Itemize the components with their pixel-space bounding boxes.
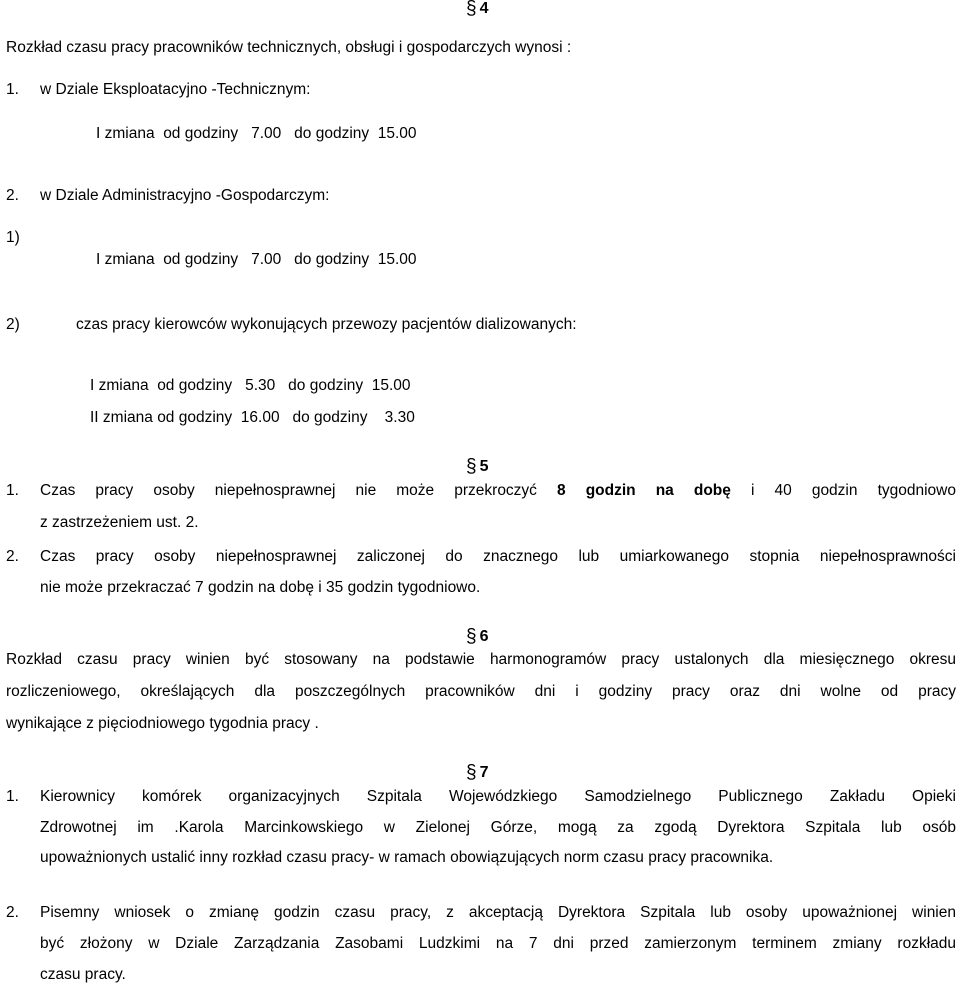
section-heading-4 [466,0,488,20]
paragraph-line: Zdrowotnej im .Karola Marcinkowskiego w Zielonej Górze, mogą za zgodą Dyrektora Szpitala lub osób [40,819,956,836]
shift-hours: I zmiana od godziny 7.00 do godziny 15.00 [96,125,417,142]
paragraph-line: być złożony w Dziale Zarządzania Zasobami Ludzkimi na 7 dni przed zamierzonym terminem zmiany rozkładu [40,935,956,952]
list-item-text: w Dziale Eksploatacyjno -Technicznym: [40,81,311,98]
section-number: 5 [479,458,489,475]
paragraph-line: Kierownicy komórek organizacyjnych Szpitala Wojewódzkiego Samodzielnego Publicznego Zakładu Opieki [40,788,956,805]
section-heading-6 [466,626,488,648]
sub-list-text: czas pracy kierowców wykonujących przewozy pacjentów dializowanych: [76,316,577,333]
list-number: 1. [6,482,19,499]
sub-list-number: 2) [6,316,20,333]
sub-list-number: 1) [6,229,20,246]
list-number: 1. [6,788,19,805]
section-heading-7 [466,762,488,784]
shift-hours: I zmiana od godziny 7.00 do godziny 15.00 [96,251,417,268]
emphasis-text: 8 godzin na dobę [557,482,731,499]
paragraph-intro: Rozkład czasu pracy pracowników technicznych, obsługi i gospodarczych wynosi : [6,39,572,56]
paragraph-line: Pisemny wniosek o zmianę godzin czasu pracy, z akceptacją Dyrektora Szpitala lub osoby upoważnionej winien [40,904,956,921]
list-number: 2. [6,187,19,204]
section-sign: § [466,762,477,783]
section-heading-5 [466,456,488,478]
paragraph-text: Czas pracy osoby niepełnosprawnej nie może przekroczyć [40,482,537,499]
paragraph-line: z zastrzeżeniem ust. 2. [40,514,199,531]
paragraph-line: upoważnionych ustalić inny rozkład czasu pracy- w ramach obowiązujących norm czasu pracy pracownika. [40,849,774,866]
paragraph-line: nie może przekraczać 7 godzin na dobę i 35 godzin tygodniowo. [40,579,481,596]
paragraph-line [40,481,956,501]
list-number: 2. [6,548,19,565]
list-number: 2. [6,904,19,921]
section-number: 4 [479,0,489,17]
paragraph-line: czasu pracy. [40,966,126,983]
section-number: 6 [479,628,489,645]
paragraph-text: i 40 godzin tygodniowo [750,482,956,499]
paragraph-line: rozliczeniowego, określających dla poszczególnych pracowników dni i godziny pracy oraz dni wolne od pracy [6,683,956,700]
section-sign: § [466,0,477,19]
paragraph-line: wynikające z pięciodniowego tygodnia pracy . [6,715,319,732]
paragraph-line: Czas pracy osoby niepełnosprawnej zaliczonej do znacznego lub umiarkowanego stopnia niepełnosprawności [40,548,956,565]
list-number: 1. [6,81,19,98]
section-sign: § [466,626,477,647]
section-number: 7 [479,764,489,781]
shift-hours: I zmiana od godziny 5.30 do godziny 15.00 [90,377,411,394]
list-item-text: w Dziale Administracyjno -Gospodarczym: [40,187,330,204]
shift-hours: II zmiana od godziny 16.00 do godziny 3.30 [90,409,415,426]
section-sign: § [466,456,477,477]
paragraph-line: Rozkład czasu pracy winien być stosowany na podstawie harmonogramów pracy ustalonych dla miesięcznego okresu [6,651,956,668]
